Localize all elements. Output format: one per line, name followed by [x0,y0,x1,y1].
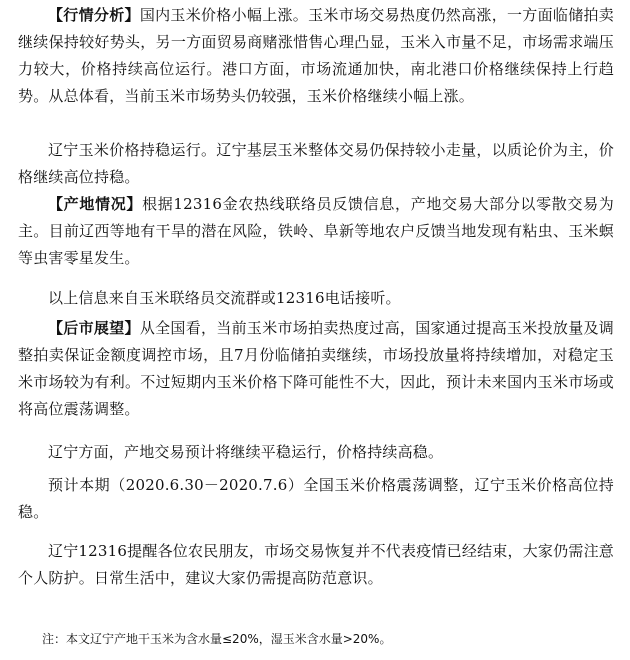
section-tag-origin-situation: 【产地情况】 [48,195,143,213]
paragraph-market-outlook [18,315,614,423]
paragraph-info-source [18,285,614,312]
paragraph-text: 辽宁方面，产地交易预计将继续平稳运行，价格持续高稳。 [48,443,444,461]
paragraph-market-analysis [18,2,614,110]
paragraph-text: 预计本期（2020.6.30－2020.7.6）全国玉米价格震荡调整，辽宁玉米价格高位持稳。 [18,476,614,521]
paragraph-text: 从全国看，当前玉米市场拍卖热度过高，国家通过提高玉米投放量及调整拍卖保证金额度调控市场，且7月份临储拍卖继续，市场投放量将持续增加，对稳定玉米市场较为有利。不过短期内玉米价格下降可能性不大，因此，预计未来国内玉米市场或将高位震荡调整。 [18,319,614,418]
footnote: 注：本文辽宁产地干玉米为含水量≤20%，湿玉米含水量>20%。 [42,632,392,646]
paragraph-liaoning-outlook [18,439,614,466]
paragraph-forecast [18,472,614,526]
paragraph-text: 辽宁玉米价格持稳运行。辽宁基层玉米整体交易仍保持较小走量，以质论价为主，价格继续高位持稳。 [18,141,614,186]
paragraph-text: 辽宁12316提醒各位农民朋友，市场交易恢复并不代表疫情已经结束，大家仍需注意个人防护。日常生活中，建议大家仍需提高防范意识。 [18,542,614,587]
paragraph-text: 国内玉米价格小幅上涨。玉米市场交易热度仍然高涨，一方面临储拍卖继续保持较好势头，另一方面贸易商赌涨惜售心理凸显，玉米入市量不足，市场需求端压力较大，价格持续高位运行。港口方面，市场流通加快，南北港口价格继续保持上行趋势。从总体看，当前玉米市场势头仍较强，玉米价格继续小幅上涨。 [18,6,614,105]
paragraph-text: 以上信息来自玉米联络员交流群或12316电话接听。 [48,289,401,307]
paragraph-origin-situation [18,191,614,272]
paragraph-text: 根据12316金农热线联络员反馈信息，产地交易大部分以零散交易为主。目前辽西等地有干旱的潜在风险，铁岭、阜新等地农户反馈当地发现有粘虫、玉米螟等虫害零星发生。 [18,195,615,267]
paragraph-reminder [18,538,614,592]
paragraph-liaoning-price [18,137,614,191]
section-tag-market-analysis: 【行情分析】 [48,6,140,24]
section-tag-market-outlook: 【后市展望】 [48,319,140,337]
